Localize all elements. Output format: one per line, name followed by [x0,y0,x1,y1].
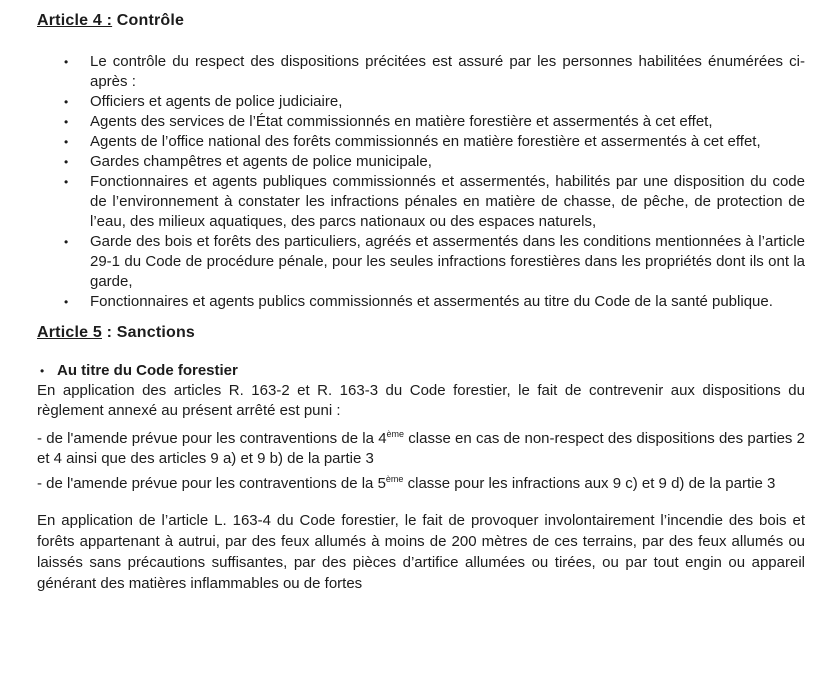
intro-paragraph: En application des articles R. 163-2 et R. 163-3 du Code forestier, le fait de contrevenir aux dispositions du règlement annexé au présent arrêté est puni : [37,382,805,419]
article-5-heading-underlined: Article 5 [37,324,102,341]
bullet-icon: • [64,235,69,249]
article-4-heading-underlined: Article 4 : [37,12,113,29]
fine-5th-pre: - de l'amende prévue pour les contraventions de la 5 [37,475,386,492]
bullet-icon: • [64,115,69,129]
list-item-text: Fonctionnaires et agents publics commissionnés et assermentés au titre du Code de la santé publique. [90,293,773,310]
code-forestier-subheading [37,361,805,381]
list-item-text: Le contrôle du respect des dispositions précitées est assuré par les personnes habilitées énumérées ci-après : [90,53,805,90]
bullet-icon: • [64,175,69,189]
bullet-icon: • [64,95,69,109]
list-item [37,152,805,172]
list-item [37,112,805,132]
ordinal-superscript: ème [386,429,405,439]
fine-4th-pre: - de l'amende prévue pour les contraventions de la 4 [37,430,387,447]
list-item [37,172,805,232]
article-4-heading [37,11,805,31]
list-item [37,92,805,112]
list-item-text: Fonctionnaires et agents publiques commissionnés et assermentés, habilités par une disposition du code de l’environnement à constater les infractions pénales en matière de chasse, de pêche, de protection de l’eau, des milieux aquatiques, des parcs nationaux ou des espaces naturels, [90,173,805,230]
list-item [37,52,805,92]
list-item [37,292,805,312]
fine-5th-post: classe pour les infractions aux 9 c) et 9 d) de la partie 3 [403,475,776,492]
bullet-icon: • [64,55,69,69]
closing-paragraph: En application de l’article L. 163-4 du Code forestier, le fait de provoquer involontairement l’incendie des bois et forêts appartenant à autrui, par des feux allumés à moins de 200 mètres de ces terrains, par des feux allumés ou laissés sans précautions suffisantes, par des pièces d’artifice allumées ou tirées, ou par tout engin ou appareil générant des matières inflammables ou de fortes [37,512,805,592]
bullet-icon: • [40,364,45,378]
list-item-text: Agents de l’office national des forêts commissionnés en matière forestière et assermentés à cet effet, [90,133,761,150]
bullet-icon: • [64,135,69,149]
list-item [37,232,805,292]
bullet-icon: • [64,155,69,169]
subheading-text: Au titre du Code forestier [57,362,238,379]
control-persons-list [37,52,805,312]
list-item-text: Garde des bois et forêts des particuliers, agréés et assermentés dans les conditions mentionnées à l’article 29-1 du Code de procédure pénale, pour les seules infractions forestières dans les propriétés dont ils ont la garde, [90,233,805,290]
fine-4th-class-paragraph [37,429,805,469]
list-item [37,132,805,152]
bullet-icon: • [64,295,69,309]
fine-5th-class-paragraph [37,474,805,494]
list-item-text: Officiers et agents de police judiciaire, [90,93,343,110]
list-item-text: Gardes champêtres et agents de police municipale, [90,153,432,170]
article-4-heading-title: Contrôle [112,12,185,29]
list-item-text: Agents des services de l’État commissionnés en matière forestière et assermentés à cet effet, [90,113,713,130]
fine-4th-post: classe en cas de non-respect des dispositions des parties 2 et 4 ainsi que des articles 9 a) et 9 b) de la partie 3 [37,430,805,467]
ordinal-superscript: ème [385,474,404,484]
article-5-heading-title: : Sanctions [101,324,196,341]
article-5-heading [37,323,805,343]
